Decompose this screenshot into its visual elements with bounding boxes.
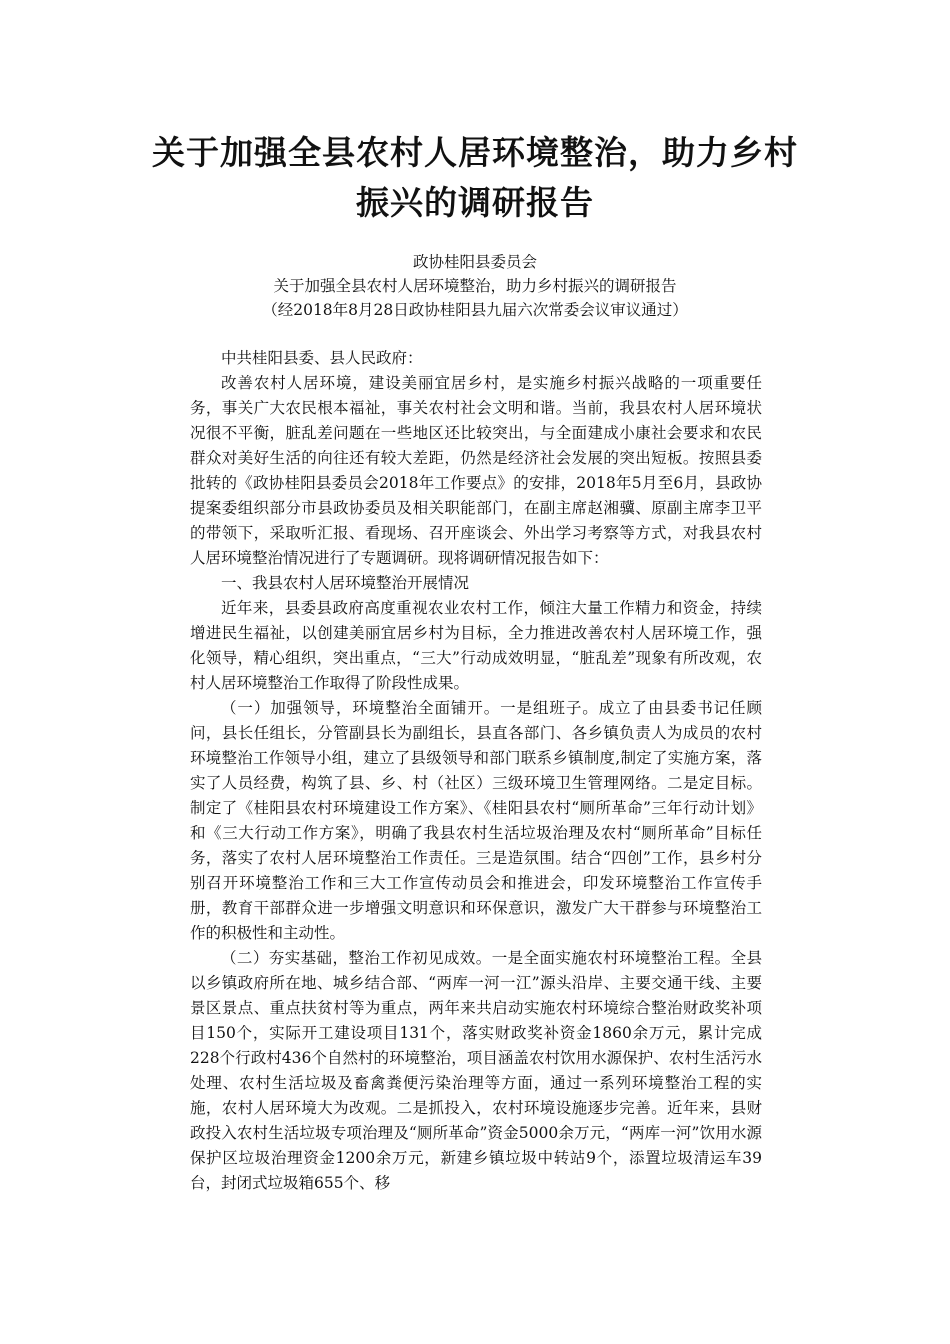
paragraph-intro: 改善农村人居环境，建设美丽宜居乡村，是实施乡村振兴战略的一项重要任务，事关广大农民根本福祉，事关农村社会文明和谐。当前，我县农村人居环境状况很不平衡，脏乱差问题在一些地区还比较突出，与全面建成小康社会要求和农民群众对美好生活的向往还有较大差距，仍然是经济社会发展的突出短板。按照县委批转的《政协桂阳县委员会2018年工作要点》的安排，2018年5月至6月，县政协提案委组织部分市县政协委员及相关职能部门，在副主席赵湘骥、原副主席李卫平的带领下，采取听汇报、看现场、召开座谈会、外出学习考察等方式，对我县农村人居环境整治情况进行了专题调研。现将调研情况报告如下：: [190, 374, 762, 567]
document-title: 关于加强全县农村人居环境整治，助力乡村振兴的调研报告: [152, 133, 798, 222]
paragraph-foundation: （二）夯实基础，整治工作初见成效。一是全面实施农村环境整治工程。全县以乡镇政府所在地、城乡结合部、“两库一河一江”源头沿岸、主要交通干线、主要景区景点、重点扶贫村等为重点，两年来共启动实施农村环境综合整治财政奖补项目150个，实际开工建设项目131个，落实财政奖补资金1860余万元，累计完成228个行政村436个自然村的环境整治，项目涵盖农村饮用水源保护、农村生活污水处理、农村生活垃圾及畜禽粪便污染治理等方面，通过一系列环境整治工程的实施，农村人居环境大为改观。二是抓投入，农村环境设施逐步完善。近年来，县财政投入农村生活垃圾专项治理及“厕所革命”资金5000余万元，“两库一河”饮用水源保护区垃圾治理资金1200余万元，新建乡镇垃圾中转站9个，添置垃圾清运车39台，封闭式垃圾箱655个、移: [190, 949, 762, 1192]
section-heading-1: 一、我县农村人居环境整治开展情况: [221, 574, 470, 592]
document-body: [190, 346, 762, 1196]
paragraph-overview: 近年来，县委县政府高度重视农业农村工作，倾注大量工作精力和资金，持续增进民生福祉，以创建美丽宜居乡村为目标，全力推进改善农村人居环境工作，强化领导，精心组织，突出重点，“三大”行动成效明显，“脏乱差”现象有所改观，农村人居环境整治工作取得了阶段性成果。: [190, 599, 762, 692]
salutation: 中共桂阳县委、县人民政府：: [221, 349, 423, 367]
author-line: 政协桂阳县委员会: [412, 253, 537, 271]
approval-note: （经2018年8月28日政协桂阳县九届六次常委会议审议通过）: [262, 301, 688, 319]
paragraph-leadership: （一）加强领导，环境整治全面铺开。一是组班子。成立了由县委书记任顾问，县长任组长，分管副县长为副组长，县直各部门、各乡镇负责人为成员的农村环境整治工作领导小组，建立了县级领导和部门联系乡镇制度,制定了实施方案，落实了人员经费，构筑了县、乡、村（社区）三级环境卫生管理网络。二是定目标。制定了《桂阳县农村环境建设工作方案》、《桂阳县农村“厕所革命”三年行动计划》和《三大行动工作方案》，明确了我县农村生活垃圾治理及农村“厕所革命”目标任务，落实了农村人居环境整治工作责任。三是造氛围。结合“四创”工作，县乡村分别召开环境整治工作和三大工作宣传动员会和推进会，印发环境整治工作宣传手册，教育干部群众进一步增强文明意识和环保意识，激发广大干群参与环境整治工作的积极性和主动性。: [190, 699, 762, 942]
subtitle-line: 关于加强全县农村人居环境整治，助力乡村振兴的调研报告: [273, 277, 677, 295]
